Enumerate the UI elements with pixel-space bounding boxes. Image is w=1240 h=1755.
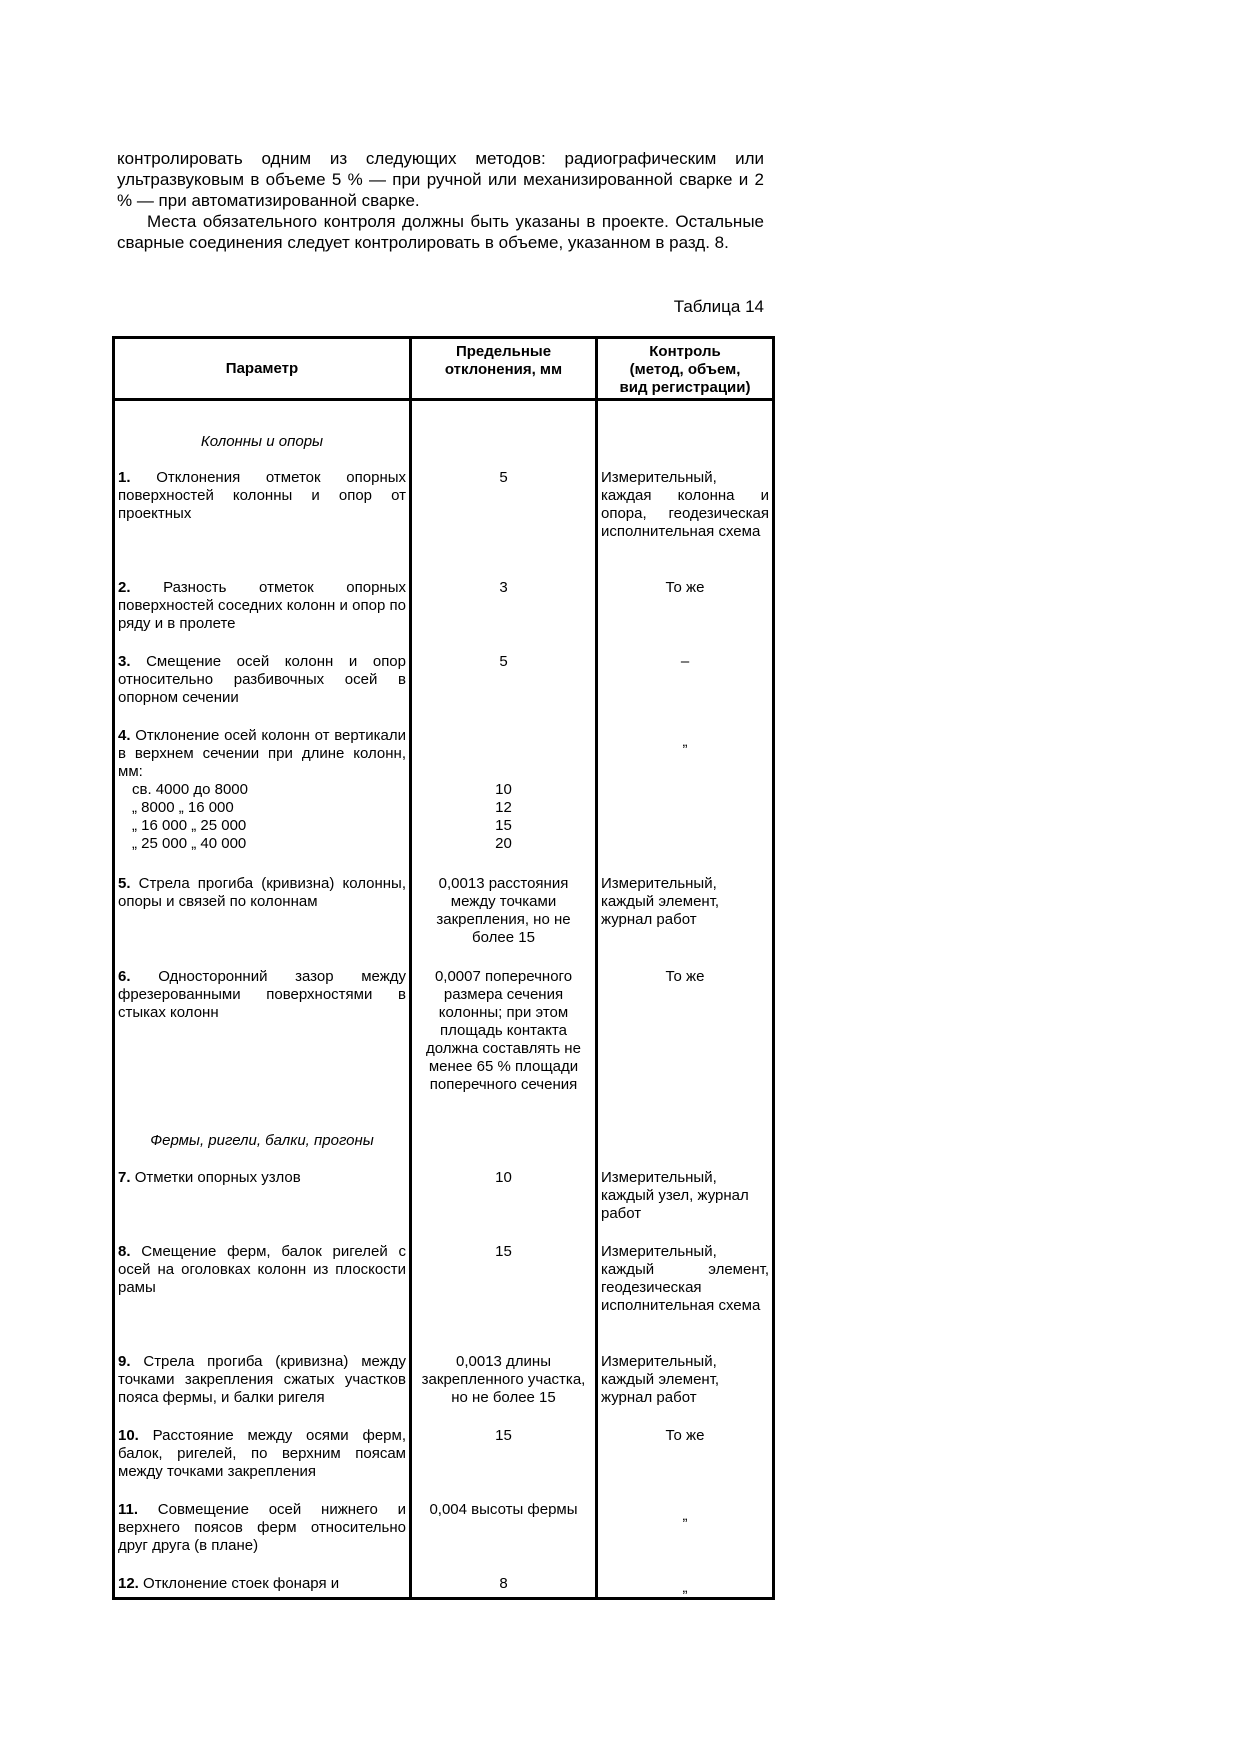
- row-number: 10.: [118, 1427, 139, 1444]
- deviation-cell: 10: [411, 1169, 597, 1243]
- param-cell: [114, 1575, 411, 1599]
- table-row: [114, 653, 774, 727]
- param-cell: [114, 1243, 411, 1353]
- table-row: [114, 875, 774, 968]
- header-control-line-2: (метод, объем,: [629, 361, 741, 378]
- table-row: [114, 1243, 774, 1353]
- param-text: Стрела прогиба (кривизна) колонны, опоры и связей по колоннам: [118, 875, 406, 910]
- sub-range-label: „ 8000 „ 16 000: [132, 799, 234, 816]
- section-row: [114, 1132, 774, 1169]
- row-number: 11.: [118, 1501, 139, 1518]
- table-row: [114, 1427, 774, 1501]
- header-param: Параметр: [114, 338, 411, 400]
- section-row: [114, 400, 774, 470]
- row-number: 3.: [118, 653, 131, 670]
- control-text: „: [682, 1579, 688, 1596]
- deviation-cell: 0,0013 длины закрепленного участка, но не более 15: [411, 1353, 597, 1427]
- header-deviation-line-2: отклонения, мм: [444, 361, 563, 378]
- table-row: [114, 469, 774, 579]
- row-number: 9.: [118, 1353, 131, 1370]
- row-number: 12.: [118, 1575, 139, 1592]
- tolerance-table: [112, 336, 775, 1600]
- control-text: „: [682, 733, 688, 750]
- param-cell: [114, 579, 411, 653]
- sub-range-label: „ 25 000 „ 40 000: [132, 835, 247, 852]
- param-cell: [114, 727, 411, 875]
- row-number: 2.: [118, 579, 131, 596]
- deviation-cell: 0,0013 расстояния между точками закрепления, но не более 15: [411, 875, 597, 968]
- header-deviation-line-1: Предельные: [455, 343, 552, 360]
- intro-paragraph-1: контролировать одним из следующих методов: радиографическим или ультразвуковым в объеме 5 % — при ручной или механизированной сварке и 2 % — при автоматизированной сварке.: [117, 149, 764, 210]
- deviation-cell: 5: [411, 653, 597, 727]
- param-text: Отклонения отметок опорных поверхностей колонны и опор от проектных: [118, 469, 407, 522]
- control-cell: [597, 1501, 774, 1575]
- header-control-line-1: Контроль: [649, 343, 721, 360]
- param-text: Совмещение осей нижнего и верхнего поясов ферм относительно друг друга (в плане): [118, 1501, 406, 1554]
- table-caption: Таблица 14: [673, 297, 764, 316]
- param-cell: [114, 968, 411, 1132]
- row-number: 5.: [118, 875, 131, 892]
- sub-deviation: 15: [495, 817, 512, 834]
- section-title-cell: [114, 400, 411, 470]
- row-number: 8.: [118, 1243, 131, 1260]
- param-text: Разность отметок опорных поверхностей соседних колонн и опор по ряду и в пролете: [118, 579, 406, 632]
- sub-deviation: 10: [495, 781, 512, 798]
- table-row: [114, 968, 774, 1132]
- control-cell: То же: [597, 579, 774, 653]
- table-row: [114, 579, 774, 653]
- row-number: 4.: [118, 727, 131, 744]
- control-cell: Измерительный, каждый узел, журнал работ: [597, 1169, 774, 1243]
- param-text: Смещение осей колонн и опор относительно разбивочных осей в опорном сечении: [118, 653, 406, 706]
- deviation-cell: 0,0007 поперечного размера сечения колонны; при этом площадь контакта должна составлять не менее 65 % площади поперечного сечения: [411, 968, 597, 1132]
- param-cell: [114, 1427, 411, 1501]
- intro-text: [117, 148, 764, 253]
- control-cell: Измерительный, каждый элемент, геодезическая исполнительная схема: [597, 1243, 774, 1353]
- sub-range-label: св. 4000 до 8000: [132, 781, 248, 798]
- control-cell: То же: [597, 1427, 774, 1501]
- param-text: Смещение ферм, балок ригелей с осей на оголовках колонн из плоскости рамы: [118, 1243, 407, 1296]
- deviation-cell: 5: [411, 469, 597, 579]
- sub-deviation: 12: [495, 799, 512, 816]
- deviation-cell: [411, 727, 597, 875]
- control-cell: [597, 1575, 774, 1599]
- row-number: 7.: [118, 1169, 131, 1186]
- section-title-cell: [114, 1132, 411, 1169]
- deviation-cell: 0,004 высоты фермы: [411, 1501, 597, 1575]
- table-row: [114, 727, 774, 875]
- table-row: [114, 1353, 774, 1427]
- control-cell: То же: [597, 968, 774, 1132]
- table-row: [114, 1501, 774, 1575]
- param-text: Расстояние между осями ферм, балок, ригелей, по верхним поясам между точками закрепления: [118, 1427, 406, 1480]
- deviation-cell: 15: [411, 1427, 597, 1501]
- section-title: Колонны и опоры: [200, 433, 324, 450]
- param-text: Односторонний зазор между фрезерованными поверхностями в стыках колонн: [118, 968, 406, 1021]
- deviation-cell: 3: [411, 579, 597, 653]
- row-number: 6.: [118, 968, 131, 985]
- param-cell: [114, 1353, 411, 1427]
- control-cell: Измерительный, каждый элемент, журнал работ: [597, 875, 774, 968]
- control-cell: Измерительный, каждый элемент, журнал работ: [597, 1353, 774, 1427]
- param-text: Отклонение стоек фонаря и: [143, 1575, 340, 1592]
- param-cell: [114, 1501, 411, 1575]
- control-cell: –: [597, 653, 774, 727]
- control-cell: Измерительный, каждая колонна и опора, геодезическая исполнительная схема: [597, 469, 774, 579]
- deviation-cell: 15: [411, 1243, 597, 1353]
- header-control-line-3: вид регистрации): [619, 379, 751, 396]
- param-cell: [114, 875, 411, 968]
- header-deviation: [411, 338, 597, 400]
- param-text: Отклонение осей колонн от вертикали в верхнем сечении при длине колонн, мм:: [118, 727, 407, 780]
- sub-range-label: „ 16 000 „ 25 000: [132, 817, 247, 834]
- param-text: Стрела прогиба (кривизна) между точками закрепления сжатых участков пояса фермы, и балки ригеля: [118, 1353, 406, 1406]
- deviation-cell: 8: [411, 1575, 597, 1599]
- param-text: Отметки опорных узлов: [134, 1169, 301, 1186]
- row-number: 1.: [118, 469, 131, 486]
- table-row: [114, 1575, 774, 1599]
- table-row: [114, 1169, 774, 1243]
- header-control: [597, 338, 774, 400]
- control-text: „: [682, 1507, 688, 1524]
- sub-deviation: 20: [495, 835, 512, 852]
- param-cell: [114, 469, 411, 579]
- param-cell: [114, 653, 411, 727]
- table-header-row: [114, 338, 774, 400]
- control-cell: [597, 727, 774, 875]
- section-title: Фермы, ригели, балки, прогоны: [150, 1132, 374, 1149]
- intro-paragraph-2: Места обязательного контроля должны быть указаны в проекте. Остальные сварные соединения следует контролировать в объеме, указанном в разд. 8.: [117, 212, 764, 252]
- param-cell: [114, 1169, 411, 1243]
